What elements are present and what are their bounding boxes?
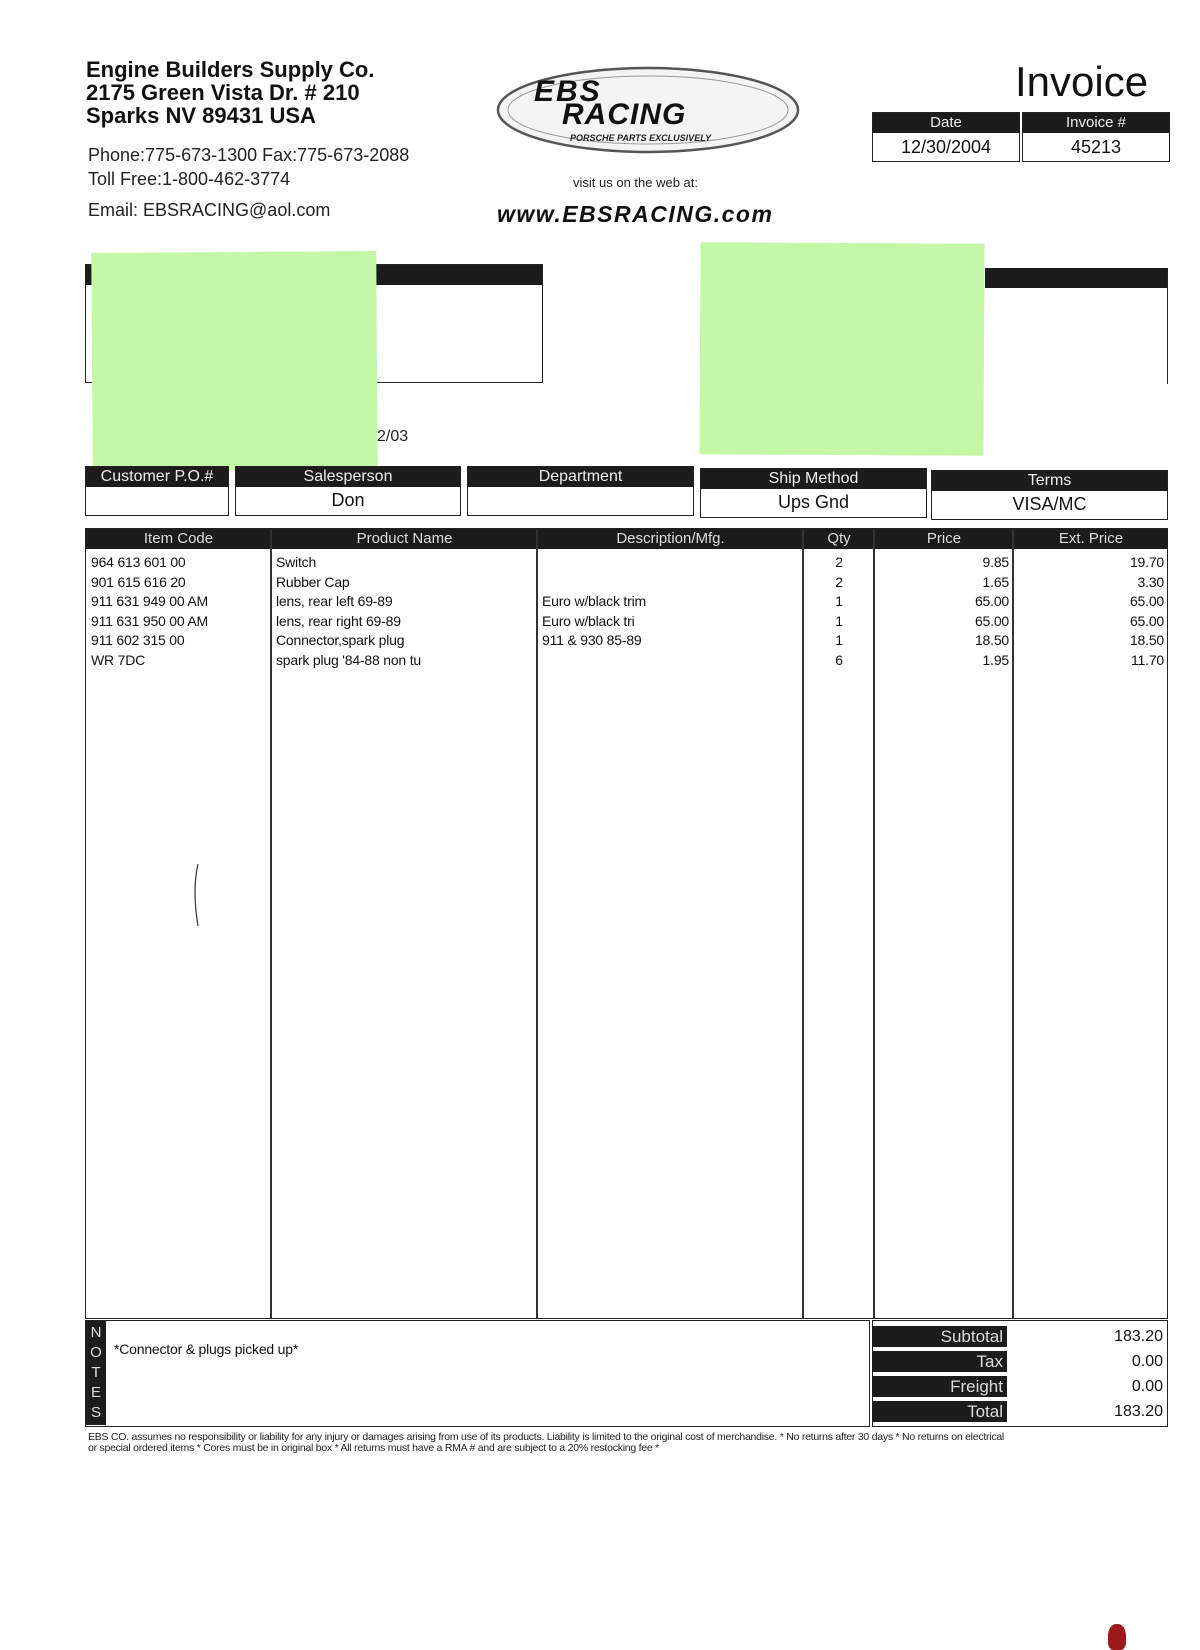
cell-ext-price: 65.00 <box>1129 612 1164 629</box>
company-phone-fax: Phone:775-673-1300 Fax:775-673-2088 <box>88 145 410 165</box>
th-qty: Qty <box>804 529 874 549</box>
department-box <box>467 466 694 516</box>
cell-price: 18.50 <box>974 632 1009 648</box>
ship-method-label: Ship Method <box>701 469 926 489</box>
subtotal-value: 183.20 <box>1114 1328 1163 1345</box>
partial-date-text: 2/03 <box>377 428 409 445</box>
cell-product-name: spark plug '84-88 non tu <box>276 651 421 668</box>
disclaimer <box>88 1432 1178 1454</box>
disclaimer-line-1: EBS CO. assumes no responsibility or liability for any injury or damages arising from use of its products. Liability is limited to the original cost of merchandise. * No returns after 30 days * No returns on electrical <box>88 1431 1005 1443</box>
ship-to-header-bar <box>985 268 1167 288</box>
cell-price: 65.00 <box>974 612 1009 629</box>
cell-qty: 1 <box>835 632 843 648</box>
notes-letter: S <box>90 1404 101 1421</box>
invoice-date-box <box>872 112 1020 162</box>
freight-value: 0.00 <box>1131 1378 1163 1395</box>
notes-letter: N <box>90 1324 102 1341</box>
web-visit-text: visit us on the web at: <box>573 175 699 190</box>
cell-product-name: Switch <box>276 554 317 570</box>
cell-item-code: WR 7DC <box>91 651 146 668</box>
cell-ext-price: 19.70 <box>1129 554 1164 570</box>
th-description: Description/Mfg. <box>538 529 803 549</box>
cell-product-name: Connector,spark plug <box>276 632 405 648</box>
col-divider <box>270 529 272 1318</box>
company-address-2: Sparks NV 89431 USA <box>86 103 316 128</box>
notes-letter: E <box>90 1384 101 1401</box>
tax-label: Tax <box>872 1351 1007 1372</box>
cell-price: 1.65 <box>982 573 1009 590</box>
th-item-code: Item Code <box>86 529 271 549</box>
freight-label: Freight <box>872 1376 1007 1397</box>
terms-value: VISA/MC <box>1012 494 1087 514</box>
cell-product-name: lens, rear right 69-89 <box>276 612 401 629</box>
cell-product-name: lens, rear left 69-89 <box>276 593 393 609</box>
cell-description: 911 & 930 85-89 <box>542 632 642 648</box>
sticky-note-left <box>91 251 378 471</box>
company-toll-free: Toll Free:1-800-462-3774 <box>88 169 291 189</box>
tax-value: 0.00 <box>1131 1353 1163 1370</box>
cell-description <box>542 651 800 670</box>
cell-item-code: 911 602 315 00 <box>91 632 185 648</box>
th-product-name: Product Name <box>272 529 537 549</box>
invoice-date-value: 12/30/2004 <box>900 137 992 157</box>
terms-label: Terms <box>932 471 1167 491</box>
cell-qty: 1 <box>835 612 843 629</box>
cell-item-code: 911 631 949 00 AM <box>91 593 208 609</box>
cell-item-code: 901 615 616 20 <box>91 573 186 590</box>
notes-letter: O <box>90 1344 102 1361</box>
invoice-number-label: Invoice # <box>1023 113 1169 133</box>
cell-ext-price: 11.70 <box>1131 651 1164 668</box>
invoice-number-value: 45213 <box>1070 137 1122 157</box>
disclaimer-line-2: or special ordered items * Cores must be in original box * All returns must have a RMA # and are subject to a 20% restocking fee * <box>88 1442 659 1454</box>
cell-qty: 6 <box>835 651 843 668</box>
cell-description: Euro w/black trim <box>542 593 646 609</box>
web-url: www.EBSRACING.com <box>497 201 774 227</box>
logo-text-racing: RACING <box>562 98 687 131</box>
cell-item-code: 964 613 601 00 <box>91 554 186 570</box>
cell-price: 9.85 <box>982 554 1009 570</box>
cell-description: Euro w/black tri <box>542 612 635 629</box>
cell-price: 65.00 <box>974 593 1009 609</box>
customer-po-label: Customer P.O.# <box>86 467 228 487</box>
line-items-table <box>85 528 1168 1319</box>
total-label: Total <box>872 1401 1007 1422</box>
subtotal-label: Subtotal <box>872 1326 1007 1347</box>
logo-text-ebs: EBS <box>534 75 602 108</box>
cell-ext-price: 3.30 <box>1137 573 1164 590</box>
invoice-number-box <box>1022 112 1170 162</box>
department-label: Department <box>468 467 693 487</box>
cell-qty: 2 <box>835 573 843 590</box>
cell-qty: 1 <box>835 593 843 609</box>
ship-method-value: Ups Gnd <box>777 492 850 512</box>
sticky-note-right <box>699 242 984 455</box>
th-ext-price: Ext. Price <box>1014 529 1168 549</box>
salesperson-label: Salesperson <box>236 467 460 487</box>
invoice-date-label: Date <box>873 113 1019 133</box>
notes-letter: T <box>91 1364 101 1381</box>
pen-stroke-icon <box>188 860 208 930</box>
logo-tagline: PORSCHE PARTS EXCLUSIVELY <box>570 133 712 143</box>
col-divider <box>536 529 538 1318</box>
pen-mark <box>188 860 208 930</box>
ship-method-box <box>700 468 927 518</box>
cell-description <box>542 573 800 592</box>
cell-price: 1.95 <box>982 651 1009 668</box>
cell-ext-price: 18.50 <box>1129 632 1164 648</box>
totals-box <box>872 1320 1168 1427</box>
cell-description <box>542 553 800 572</box>
cell-ext-price: 65.00 <box>1129 593 1164 609</box>
ebs-racing-logo <box>494 64 802 156</box>
notes-text: *Connector & plugs picked up* <box>114 1341 299 1357</box>
terms-box <box>931 470 1168 520</box>
total-value: 183.20 <box>1114 1403 1163 1420</box>
th-price: Price <box>875 529 1013 549</box>
cell-qty: 2 <box>835 554 843 570</box>
company-email: Email: EBSRACING@aol.com <box>88 200 331 220</box>
salesperson-value: Don <box>331 490 365 510</box>
red-stain <box>1108 1624 1126 1650</box>
company-name: Engine Builders Supply Co. <box>86 57 375 82</box>
invoice-title: Invoice <box>1015 58 1149 105</box>
salesperson-box <box>235 466 461 516</box>
notes-box <box>85 1320 870 1427</box>
company-address-1: 2175 Green Vista Dr. # 210 <box>86 80 360 105</box>
cell-product-name: Rubber Cap <box>276 573 350 590</box>
cell-item-code: 911 631 950 00 AM <box>91 612 208 629</box>
customer-po-box <box>85 466 229 516</box>
